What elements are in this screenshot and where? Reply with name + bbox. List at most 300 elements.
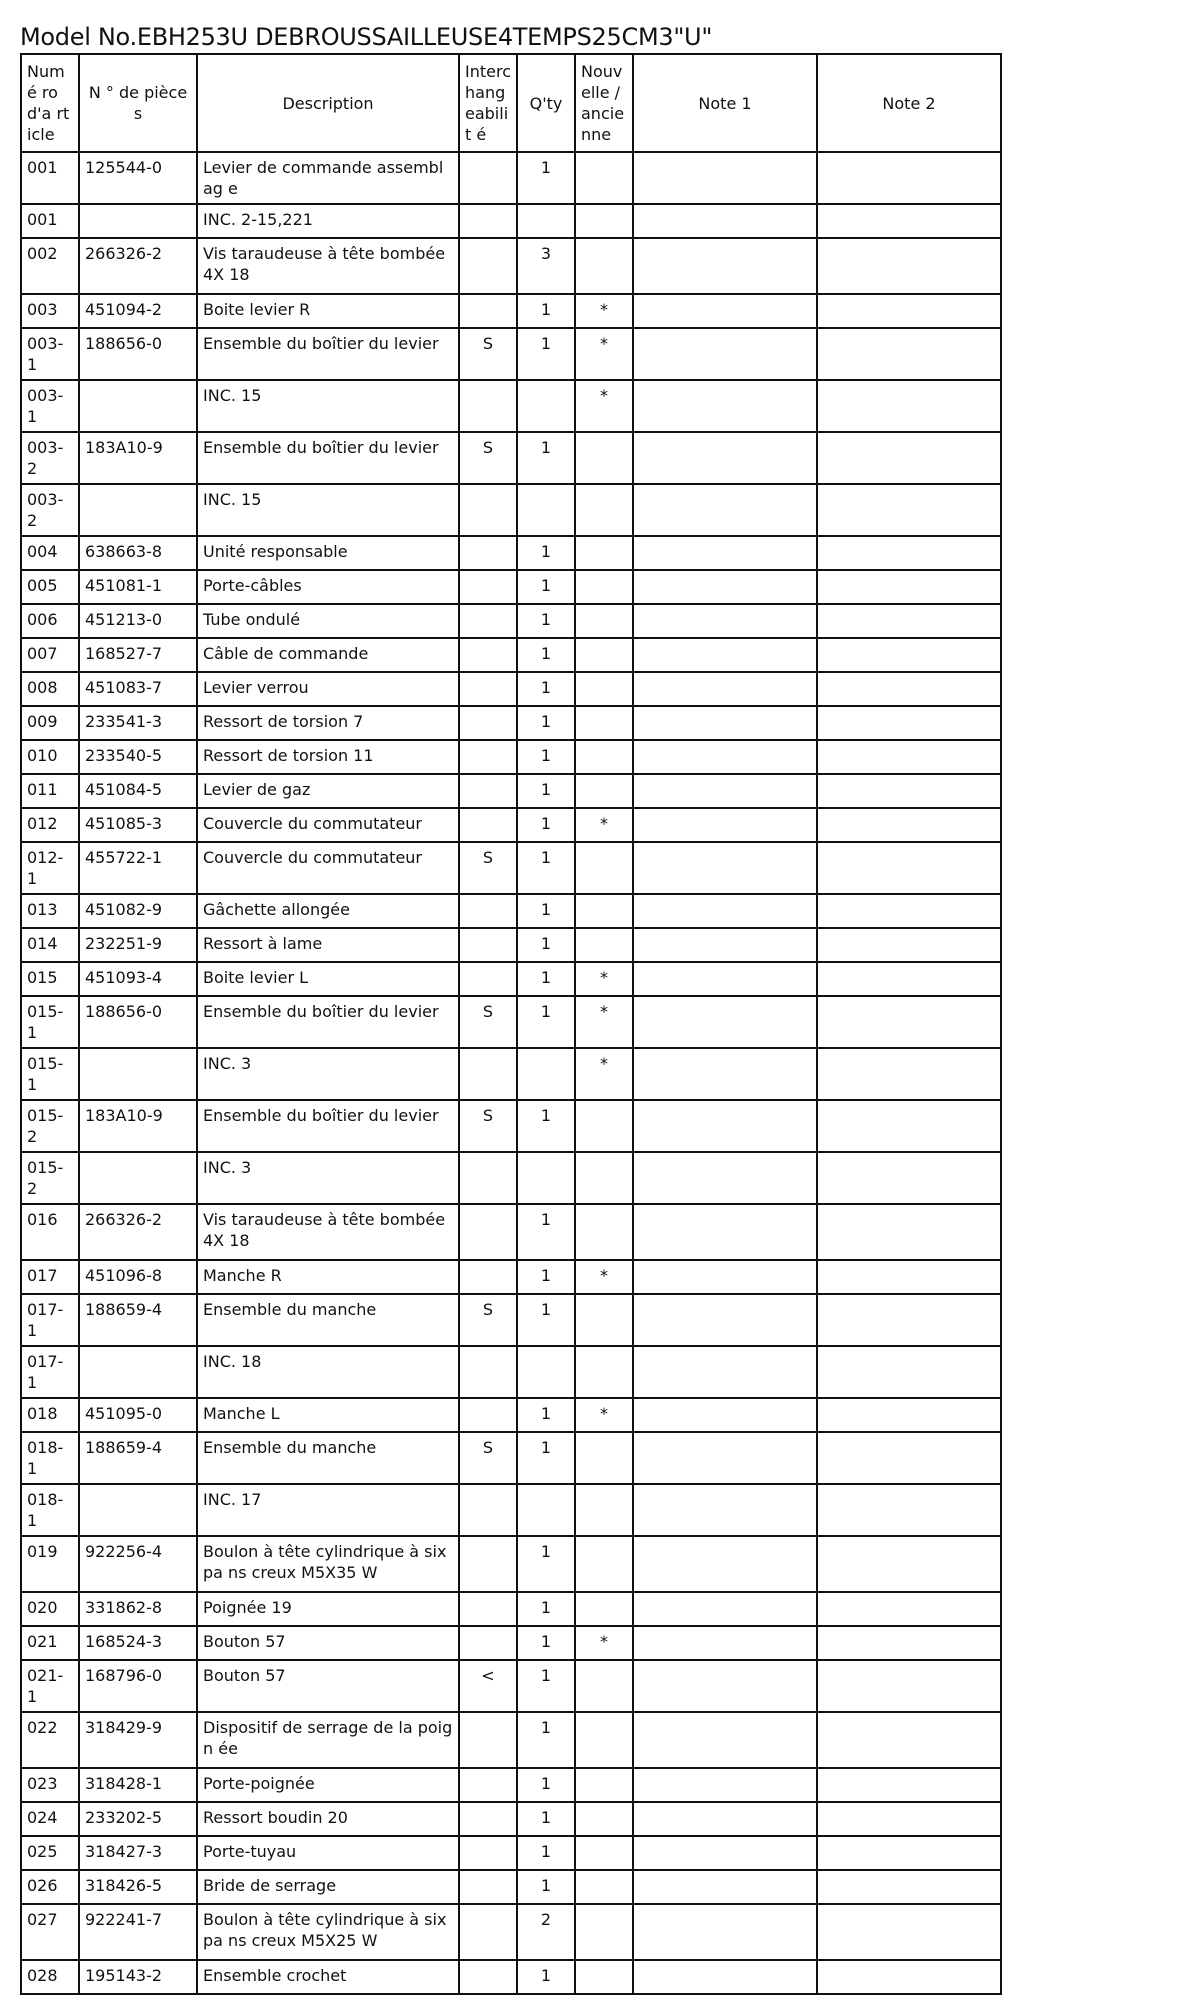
cell-interchangeability [459, 1712, 517, 1768]
cell-interchangeability: S [459, 1294, 517, 1346]
cell-new-old [575, 1802, 633, 1836]
cell-note-2 [817, 380, 1001, 432]
cell-quantity: 1 [517, 740, 575, 774]
cell-interchangeability [459, 1802, 517, 1836]
table-row [21, 1152, 1001, 1204]
header-item-number: Numé ro d'a rticle [21, 54, 79, 152]
cell-item-number: 008 [21, 672, 79, 706]
cell-interchangeability [459, 894, 517, 928]
cell-part-number: 125544-0 [79, 152, 197, 204]
cell-note-1 [633, 484, 817, 536]
cell-note-2 [817, 294, 1001, 328]
cell-quantity [517, 1048, 575, 1100]
cell-interchangeability [459, 1204, 517, 1260]
cell-note-1 [633, 706, 817, 740]
cell-note-2 [817, 1536, 1001, 1592]
cell-note-2 [817, 894, 1001, 928]
cell-interchangeability: S [459, 842, 517, 894]
cell-new-old [575, 1836, 633, 1870]
table-row [21, 928, 1001, 962]
cell-part-number: 183A10-9 [79, 1100, 197, 1152]
cell-description: INC. 17 [197, 1484, 459, 1536]
cell-part-number: 168527-7 [79, 638, 197, 672]
cell-item-number: 001 [21, 204, 79, 238]
cell-item-number: 027 [21, 1904, 79, 1960]
cell-description: Bouton 57 [197, 1660, 459, 1712]
table-row [21, 204, 1001, 238]
cell-new-old [575, 928, 633, 962]
cell-new-old [575, 484, 633, 536]
table-row [21, 1712, 1001, 1768]
cell-part-number: 451095-0 [79, 1398, 197, 1432]
cell-quantity: 1 [517, 328, 575, 380]
cell-description: INC. 3 [197, 1152, 459, 1204]
cell-description: Unité responsable [197, 536, 459, 570]
cell-description: Levier de gaz [197, 774, 459, 808]
cell-new-old: * [575, 380, 633, 432]
cell-new-old: * [575, 328, 633, 380]
cell-note-1 [633, 962, 817, 996]
cell-note-2 [817, 1048, 1001, 1100]
cell-description: Porte-poignée [197, 1768, 459, 1802]
table-row [21, 1904, 1001, 1960]
cell-quantity: 1 [517, 672, 575, 706]
header-part-number: N ° de pièces [79, 54, 197, 152]
cell-description: Ensemble du manche [197, 1294, 459, 1346]
table-row [21, 808, 1001, 842]
cell-part-number: 922256-4 [79, 1536, 197, 1592]
cell-new-old: * [575, 1626, 633, 1660]
cell-quantity: 1 [517, 1768, 575, 1802]
cell-description: Couvercle du commutateur [197, 808, 459, 842]
cell-quantity: 1 [517, 1536, 575, 1592]
table-row [21, 238, 1001, 294]
table-row [21, 328, 1001, 380]
table-row [21, 774, 1001, 808]
cell-item-number: 003-1 [21, 328, 79, 380]
cell-quantity: 1 [517, 1870, 575, 1904]
cell-description: INC. 18 [197, 1346, 459, 1398]
cell-description: Boite levier R [197, 294, 459, 328]
cell-quantity: 1 [517, 1432, 575, 1484]
table-row [21, 996, 1001, 1048]
cell-note-2 [817, 1346, 1001, 1398]
cell-new-old [575, 1100, 633, 1152]
cell-part-number: 922241-7 [79, 1904, 197, 1960]
cell-note-1 [633, 204, 817, 238]
cell-interchangeability [459, 604, 517, 638]
cell-new-old [575, 238, 633, 294]
cell-part-number: 168524-3 [79, 1626, 197, 1660]
cell-quantity: 1 [517, 1660, 575, 1712]
cell-interchangeability [459, 1904, 517, 1960]
cell-part-number: 451081-1 [79, 570, 197, 604]
cell-note-2 [817, 1398, 1001, 1432]
cell-note-2 [817, 996, 1001, 1048]
cell-part-number [79, 1152, 197, 1204]
cell-note-1 [633, 842, 817, 894]
cell-note-1 [633, 1768, 817, 1802]
parts-table-body [21, 152, 1001, 1994]
header-interchangeability: Interc hang eabilit é [459, 54, 517, 152]
cell-part-number: 188656-0 [79, 328, 197, 380]
cell-quantity: 3 [517, 238, 575, 294]
cell-description: Tube ondulé [197, 604, 459, 638]
table-header-row [21, 54, 1001, 152]
cell-note-2 [817, 604, 1001, 638]
cell-new-old [575, 1660, 633, 1712]
cell-description: Ressort boudin 20 [197, 1802, 459, 1836]
cell-interchangeability [459, 638, 517, 672]
cell-quantity: 1 [517, 928, 575, 962]
cell-description: INC. 3 [197, 1048, 459, 1100]
table-row [21, 894, 1001, 928]
cell-item-number: 003 [21, 294, 79, 328]
cell-interchangeability [459, 928, 517, 962]
cell-note-1 [633, 1152, 817, 1204]
cell-interchangeability [459, 1592, 517, 1626]
table-row [21, 152, 1001, 204]
cell-interchangeability: S [459, 328, 517, 380]
cell-description: Ensemble du boîtier du levier [197, 1100, 459, 1152]
cell-new-old [575, 638, 633, 672]
cell-item-number: 018-1 [21, 1432, 79, 1484]
cell-quantity [517, 1484, 575, 1536]
cell-item-number: 015-1 [21, 1048, 79, 1100]
cell-new-old [575, 1536, 633, 1592]
cell-item-number: 005 [21, 570, 79, 604]
cell-new-old [575, 1484, 633, 1536]
cell-quantity: 1 [517, 432, 575, 484]
cell-interchangeability [459, 570, 517, 604]
cell-interchangeability [459, 238, 517, 294]
cell-quantity [517, 204, 575, 238]
cell-item-number: 013 [21, 894, 79, 928]
table-row [21, 294, 1001, 328]
table-row [21, 672, 1001, 706]
cell-note-2 [817, 638, 1001, 672]
cell-new-old [575, 570, 633, 604]
cell-note-1 [633, 1904, 817, 1960]
cell-note-2 [817, 928, 1001, 962]
cell-part-number: 188659-4 [79, 1432, 197, 1484]
cell-part-number: 318429-9 [79, 1712, 197, 1768]
cell-item-number: 026 [21, 1870, 79, 1904]
cell-part-number: 451084-5 [79, 774, 197, 808]
cell-interchangeability [459, 808, 517, 842]
cell-part-number: 451213-0 [79, 604, 197, 638]
cell-interchangeability [459, 706, 517, 740]
table-row [21, 842, 1001, 894]
cell-note-1 [633, 432, 817, 484]
cell-note-2 [817, 152, 1001, 204]
cell-description: Levier de commande assemblag e [197, 152, 459, 204]
cell-note-2 [817, 1100, 1001, 1152]
cell-new-old [575, 604, 633, 638]
cell-description: Manche L [197, 1398, 459, 1432]
cell-note-2 [817, 1152, 1001, 1204]
cell-description: Gâchette allongée [197, 894, 459, 928]
cell-new-old [575, 672, 633, 706]
cell-quantity [517, 380, 575, 432]
cell-interchangeability: S [459, 432, 517, 484]
page-title: Model No.EBH253U DEBROUSSAILLEUSE4TEMPS25CM3"U" [20, 23, 713, 51]
cell-quantity: 1 [517, 1100, 575, 1152]
cell-quantity: 1 [517, 1626, 575, 1660]
table-row [21, 1048, 1001, 1100]
cell-part-number: 455722-1 [79, 842, 197, 894]
cell-note-2 [817, 1626, 1001, 1660]
cell-note-2 [817, 570, 1001, 604]
cell-quantity: 1 [517, 1592, 575, 1626]
table-row [21, 1484, 1001, 1536]
table-row [21, 1660, 1001, 1712]
cell-new-old [575, 536, 633, 570]
cell-item-number: 003-1 [21, 380, 79, 432]
cell-note-1 [633, 928, 817, 962]
cell-new-old [575, 1592, 633, 1626]
table-row [21, 536, 1001, 570]
table-row [21, 1260, 1001, 1294]
cell-part-number: 318427-3 [79, 1836, 197, 1870]
cell-item-number: 025 [21, 1836, 79, 1870]
cell-note-1 [633, 380, 817, 432]
cell-part-number: 188656-0 [79, 996, 197, 1048]
cell-note-2 [817, 1660, 1001, 1712]
cell-note-1 [633, 1802, 817, 1836]
cell-note-2 [817, 1204, 1001, 1260]
table-row [21, 1398, 1001, 1432]
table-row [21, 706, 1001, 740]
cell-description: Ressort à lame [197, 928, 459, 962]
cell-note-2 [817, 842, 1001, 894]
cell-description: Porte-câbles [197, 570, 459, 604]
cell-description: Manche R [197, 1260, 459, 1294]
header-note-1: Note 1 [633, 54, 817, 152]
cell-note-2 [817, 1870, 1001, 1904]
cell-note-2 [817, 1836, 1001, 1870]
cell-new-old [575, 1712, 633, 1768]
cell-note-1 [633, 294, 817, 328]
cell-description: Câble de commande [197, 638, 459, 672]
cell-new-old [575, 1432, 633, 1484]
cell-note-1 [633, 1432, 817, 1484]
cell-part-number: 233540-5 [79, 740, 197, 774]
cell-part-number: 188659-4 [79, 1294, 197, 1346]
cell-interchangeability [459, 1960, 517, 1994]
cell-note-2 [817, 328, 1001, 380]
cell-note-2 [817, 774, 1001, 808]
cell-note-1 [633, 1660, 817, 1712]
cell-new-old [575, 1960, 633, 1994]
table-row [21, 1432, 1001, 1484]
table-row [21, 1100, 1001, 1152]
cell-item-number: 006 [21, 604, 79, 638]
cell-note-1 [633, 1204, 817, 1260]
cell-item-number: 003-2 [21, 484, 79, 536]
cell-item-number: 015-2 [21, 1152, 79, 1204]
table-row [21, 1836, 1001, 1870]
cell-item-number: 024 [21, 1802, 79, 1836]
cell-item-number: 019 [21, 1536, 79, 1592]
cell-note-1 [633, 1626, 817, 1660]
cell-note-1 [633, 1100, 817, 1152]
cell-interchangeability [459, 740, 517, 774]
cell-part-number: 638663-8 [79, 536, 197, 570]
cell-quantity: 1 [517, 638, 575, 672]
cell-quantity: 1 [517, 1712, 575, 1768]
cell-interchangeability [459, 152, 517, 204]
cell-interchangeability [459, 672, 517, 706]
cell-quantity: 1 [517, 1802, 575, 1836]
cell-interchangeability [459, 1048, 517, 1100]
cell-new-old [575, 1768, 633, 1802]
cell-note-1 [633, 1960, 817, 1994]
parts-table [20, 53, 1002, 1995]
table-row [21, 1870, 1001, 1904]
cell-quantity: 1 [517, 962, 575, 996]
cell-item-number: 007 [21, 638, 79, 672]
table-row [21, 570, 1001, 604]
cell-item-number: 015 [21, 962, 79, 996]
cell-item-number: 022 [21, 1712, 79, 1768]
cell-part-number [79, 1048, 197, 1100]
table-row [21, 484, 1001, 536]
table-row [21, 1960, 1001, 1994]
cell-item-number: 012-1 [21, 842, 79, 894]
cell-quantity: 1 [517, 152, 575, 204]
cell-description: Ensemble du boîtier du levier [197, 996, 459, 1048]
cell-item-number: 009 [21, 706, 79, 740]
cell-part-number [79, 484, 197, 536]
cell-note-1 [633, 1836, 817, 1870]
cell-part-number [79, 1484, 197, 1536]
cell-quantity: 1 [517, 536, 575, 570]
table-row [21, 432, 1001, 484]
cell-item-number: 003-2 [21, 432, 79, 484]
cell-quantity [517, 1152, 575, 1204]
cell-item-number: 017-1 [21, 1294, 79, 1346]
cell-note-2 [817, 1712, 1001, 1768]
cell-note-1 [633, 604, 817, 638]
cell-description: Vis taraudeuse à tête bombée 4X 18 [197, 238, 459, 294]
cell-item-number: 011 [21, 774, 79, 808]
cell-description: Boulon à tête cylindrique à six pa ns creux M5X35 W [197, 1536, 459, 1592]
cell-item-number: 017 [21, 1260, 79, 1294]
cell-new-old: * [575, 808, 633, 842]
cell-note-1 [633, 1294, 817, 1346]
cell-part-number [79, 1346, 197, 1398]
cell-note-2 [817, 1484, 1001, 1536]
cell-new-old [575, 1904, 633, 1960]
cell-part-number: 451082-9 [79, 894, 197, 928]
cell-new-old: * [575, 1260, 633, 1294]
cell-item-number: 001 [21, 152, 79, 204]
cell-description: Boulon à tête cylindrique à six pa ns creux M5X25 W [197, 1904, 459, 1960]
cell-new-old [575, 894, 633, 928]
cell-note-2 [817, 672, 1001, 706]
cell-part-number: 266326-2 [79, 1204, 197, 1260]
header-note-2: Note 2 [817, 54, 1001, 152]
cell-part-number: 233541-3 [79, 706, 197, 740]
cell-new-old [575, 740, 633, 774]
cell-part-number: 233202-5 [79, 1802, 197, 1836]
cell-part-number: 331862-8 [79, 1592, 197, 1626]
cell-description: INC. 15 [197, 380, 459, 432]
cell-description: Ressort de torsion 7 [197, 706, 459, 740]
cell-note-2 [817, 1294, 1001, 1346]
cell-note-1 [633, 1484, 817, 1536]
cell-description: Boite levier L [197, 962, 459, 996]
cell-new-old [575, 842, 633, 894]
cell-note-1 [633, 152, 817, 204]
cell-quantity: 1 [517, 706, 575, 740]
cell-interchangeability [459, 1398, 517, 1432]
cell-new-old [575, 1294, 633, 1346]
cell-part-number: 451085-3 [79, 808, 197, 842]
cell-part-number: 168796-0 [79, 1660, 197, 1712]
cell-quantity: 1 [517, 294, 575, 328]
cell-new-old [575, 1346, 633, 1398]
cell-interchangeability: < [459, 1660, 517, 1712]
cell-note-2 [817, 706, 1001, 740]
cell-note-1 [633, 672, 817, 706]
cell-quantity: 1 [517, 842, 575, 894]
cell-description: Ensemble crochet [197, 1960, 459, 1994]
cell-note-2 [817, 1768, 1001, 1802]
cell-item-number: 012 [21, 808, 79, 842]
cell-interchangeability: S [459, 1432, 517, 1484]
cell-note-2 [817, 432, 1001, 484]
table-row [21, 1626, 1001, 1660]
cell-part-number: 451083-7 [79, 672, 197, 706]
cell-note-1 [633, 570, 817, 604]
cell-part-number: 318428-1 [79, 1768, 197, 1802]
cell-interchangeability: S [459, 996, 517, 1048]
cell-note-1 [633, 328, 817, 380]
table-row [21, 1536, 1001, 1592]
cell-part-number: 451093-4 [79, 962, 197, 996]
cell-description: INC. 2-15,221 [197, 204, 459, 238]
cell-description: Bouton 57 [197, 1626, 459, 1660]
cell-item-number: 018 [21, 1398, 79, 1432]
cell-note-1 [633, 1712, 817, 1768]
cell-description: Levier verrou [197, 672, 459, 706]
cell-interchangeability [459, 1836, 517, 1870]
cell-part-number: 451094-2 [79, 294, 197, 328]
header-description: Description [197, 54, 459, 152]
cell-item-number: 028 [21, 1960, 79, 1994]
cell-note-1 [633, 774, 817, 808]
cell-item-number: 015-2 [21, 1100, 79, 1152]
table-row [21, 1294, 1001, 1346]
cell-new-old [575, 432, 633, 484]
header-new-old: Nouv elle / ancie nne [575, 54, 633, 152]
cell-description: Couvercle du commutateur [197, 842, 459, 894]
cell-new-old [575, 1870, 633, 1904]
cell-description: INC. 15 [197, 484, 459, 536]
cell-item-number: 023 [21, 1768, 79, 1802]
cell-description: Ensemble du manche [197, 1432, 459, 1484]
cell-note-2 [817, 1592, 1001, 1626]
cell-item-number: 021-1 [21, 1660, 79, 1712]
table-row [21, 380, 1001, 432]
cell-note-2 [817, 808, 1001, 842]
cell-note-1 [633, 1048, 817, 1100]
cell-note-1 [633, 1536, 817, 1592]
cell-item-number: 020 [21, 1592, 79, 1626]
cell-note-1 [633, 808, 817, 842]
